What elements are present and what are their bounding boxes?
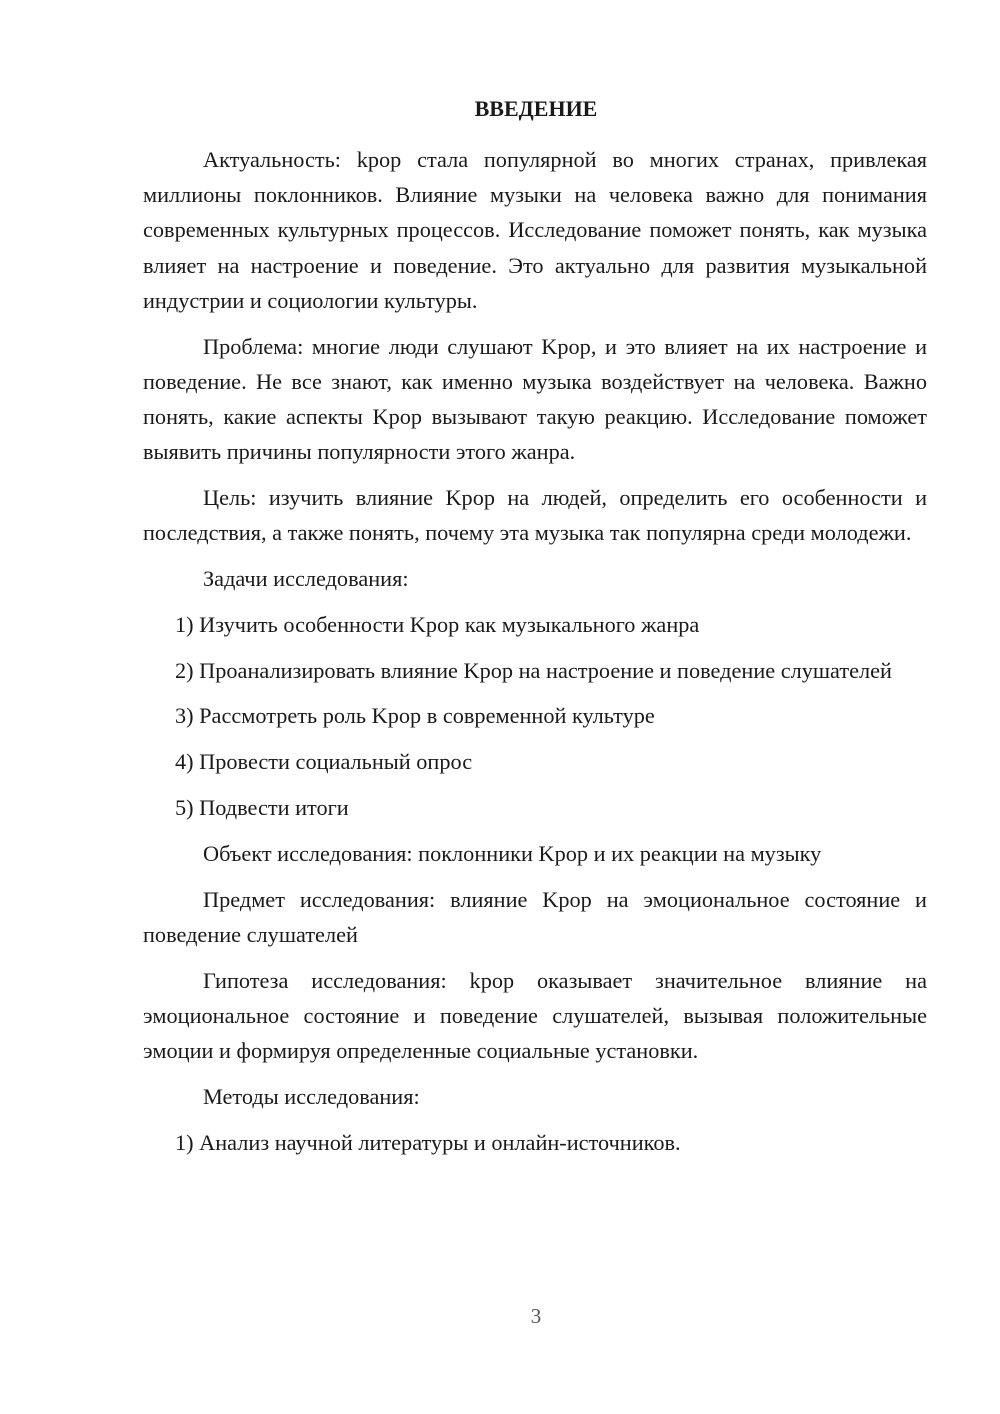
object-paragraph: Объект исследования: поклонники Kpop и их реакции на музыку (203, 840, 822, 866)
method-item: 1) Анализ научной литературы и онлайн-источников. (175, 1129, 681, 1155)
document-body (143, 142, 927, 1170)
task-item: 1) Изучить особенности Kpop как музыкального жанра (175, 611, 700, 637)
task-item: 2) Проанализировать влияние Kpop на настроение и поведение слушателей (175, 657, 892, 683)
goal-paragraph: Цель: изучить влияние Kpop на людей, определить его особенности и последствия, а также понять, почему эта музыка так популярна среди молодежи. (143, 485, 927, 546)
page-number: 3 (530, 1304, 542, 1328)
problem-paragraph: Проблема: многие люди слушают Kpop, и это влияет на их настроение и поведение. Не все знают, как именно музыка воздействует на человека. Важно понять, какие аспекты Kpop вызывают такую реакцию. Исследование поможет выявить причины популярности этого жанра. (143, 333, 927, 465)
task-item: 3) Рассмотреть роль Kpop в современной культуре (175, 703, 655, 729)
task-item: 5) Подвести итоги (175, 795, 349, 820)
hypothesis-paragraph: Гипотеза исследования: kpop оказывает значительное влияние на эмоциональное состояние и поведение слушателей, вызывая положительные эмоции и формируя определенные социальные установки. (143, 967, 927, 1063)
task-item: 4) Провести социальный опрос (175, 749, 473, 775)
relevance-paragraph: Актуальность: kpop стала популярной во многих странах, привлекая миллионы поклонников. Влияние музыки на человека важно для понимания современных культурных процессов. Исследование поможет понять, как музыка влияет на настроение и поведение. Это актуально для развития музыкальной индустрии и социологии культуры. (143, 147, 927, 313)
methods-heading: Методы исследования: (203, 1083, 420, 1109)
tasks-heading: Задачи исследования: (203, 566, 409, 592)
page-title: ВВЕДЕНИЕ (474, 96, 598, 121)
subject-paragraph: Предмет исследования: влияние Kpop на эмоциональное состояние и поведение слушателей (143, 886, 927, 947)
